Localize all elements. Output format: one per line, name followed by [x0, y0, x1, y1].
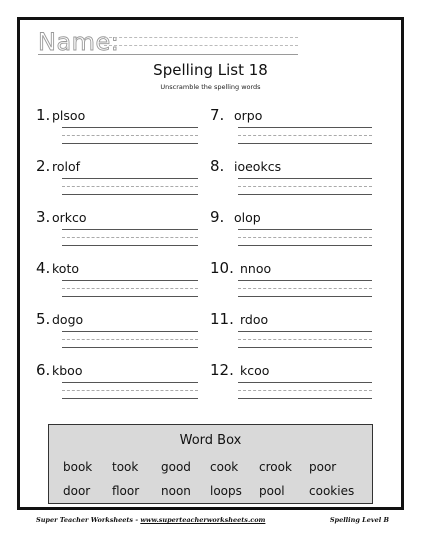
- word-box-word: cookies: [309, 484, 355, 498]
- answer-line-bottom: [62, 143, 198, 144]
- scrambled-word: olop: [234, 210, 261, 225]
- answer-line-mid: [62, 390, 198, 391]
- answer-line-top[interactable]: [238, 178, 372, 179]
- scrambled-word: orkco: [52, 210, 87, 225]
- scrambled-word: ioeokcs: [234, 159, 282, 174]
- word-item-8: [210, 157, 380, 209]
- answer-line-mid: [238, 135, 372, 136]
- item-number: 8.: [210, 157, 225, 175]
- answer-line-mid: [238, 339, 372, 340]
- answer-line-top[interactable]: [62, 331, 198, 332]
- answer-line-mid: [238, 390, 372, 391]
- item-number: 11.: [210, 310, 234, 328]
- word-item-11: [210, 310, 380, 362]
- word-box-word: crook: [259, 460, 292, 474]
- answer-line-bottom: [238, 347, 372, 348]
- scrambled-word: orpo: [234, 108, 263, 123]
- word-box-title: Word Box: [179, 433, 242, 448]
- answer-line-top[interactable]: [238, 280, 372, 281]
- item-number: 1.: [36, 106, 51, 124]
- item-number: 6.: [36, 361, 51, 379]
- answer-line-bottom: [238, 245, 372, 246]
- item-number: 12.: [210, 361, 234, 379]
- scrambled-word: plsoo: [52, 108, 86, 123]
- answer-line-bottom: [238, 194, 372, 195]
- scrambled-word: dogo: [52, 312, 84, 327]
- word-box-word: loops: [210, 484, 242, 498]
- word-box: [48, 424, 373, 504]
- answer-line-top[interactable]: [62, 229, 198, 230]
- name-guide-top: [104, 37, 298, 38]
- answer-line-bottom: [62, 194, 198, 195]
- answer-line-mid: [62, 186, 198, 187]
- name-label: Name:: [38, 28, 120, 56]
- page-title: Spelling List 18: [153, 61, 268, 79]
- footer-level: Spelling Level B: [329, 516, 389, 524]
- word-box-word: took: [112, 460, 139, 474]
- scrambled-word: rolof: [52, 159, 81, 174]
- name-field[interactable]: [38, 28, 298, 56]
- answer-line-mid: [62, 135, 198, 136]
- word-box-word: book: [63, 460, 93, 474]
- name-guide-mid: [104, 45, 298, 46]
- answer-line-top[interactable]: [238, 331, 372, 332]
- word-item-4: [36, 259, 206, 311]
- answer-line-bottom: [62, 398, 198, 399]
- answer-line-mid: [62, 288, 198, 289]
- scrambled-word: kboo: [52, 363, 83, 378]
- answer-line-top[interactable]: [62, 280, 198, 281]
- answer-line-bottom: [62, 245, 198, 246]
- worksheet-border: [17, 17, 404, 510]
- item-number: 2.: [36, 157, 51, 175]
- item-number: 5.: [36, 310, 51, 328]
- answer-line-top[interactable]: [62, 178, 198, 179]
- word-item-1: [36, 106, 206, 158]
- answer-line-top[interactable]: [62, 382, 198, 383]
- footer-website-link[interactable]: www.superteacherworksheets.com: [140, 516, 266, 524]
- answer-line-top[interactable]: [238, 229, 372, 230]
- answer-line-bottom: [238, 398, 372, 399]
- word-item-9: [210, 208, 380, 260]
- word-box-word: noon: [161, 484, 191, 498]
- answer-line-bottom: [238, 296, 372, 297]
- scrambled-word: rdoo: [240, 312, 269, 327]
- footer-text: Super Teacher Worksheets -: [36, 516, 141, 524]
- item-number: 9.: [210, 208, 225, 226]
- answer-line-mid: [238, 186, 372, 187]
- word-item-2: [36, 157, 206, 209]
- answer-line-mid: [62, 237, 198, 238]
- item-number: 4.: [36, 259, 51, 277]
- item-number: 10.: [210, 259, 234, 277]
- answer-line-mid: [62, 339, 198, 340]
- scrambled-word: nnoo: [240, 261, 272, 276]
- word-box-word: cook: [210, 460, 239, 474]
- word-box-word: poor: [309, 460, 337, 474]
- answer-line-top[interactable]: [62, 127, 198, 128]
- word-item-12: [210, 361, 380, 413]
- item-number: 3.: [36, 208, 51, 226]
- word-item-5: [36, 310, 206, 362]
- name-baseline: [38, 54, 298, 55]
- answer-line-mid: [238, 237, 372, 238]
- answer-line-bottom: [62, 347, 198, 348]
- answer-line-top[interactable]: [238, 127, 372, 128]
- scrambled-word: koto: [52, 261, 79, 276]
- word-item-6: [36, 361, 206, 413]
- answer-line-bottom: [238, 143, 372, 144]
- answer-line-top[interactable]: [238, 382, 372, 383]
- word-item-10: [210, 259, 380, 311]
- item-number: 7.: [210, 106, 225, 124]
- footer-credit: [36, 516, 265, 524]
- word-box-word: good: [161, 460, 191, 474]
- word-box-word: door: [63, 484, 91, 498]
- answer-line-mid: [238, 288, 372, 289]
- word-item-7: [210, 106, 380, 158]
- word-box-word: pool: [259, 484, 285, 498]
- page-subtitle: Unscramble the spelling words: [160, 83, 261, 91]
- answer-line-bottom: [62, 296, 198, 297]
- word-item-3: [36, 208, 206, 260]
- word-box-word: floor: [112, 484, 140, 498]
- scrambled-word: kcoo: [240, 363, 270, 378]
